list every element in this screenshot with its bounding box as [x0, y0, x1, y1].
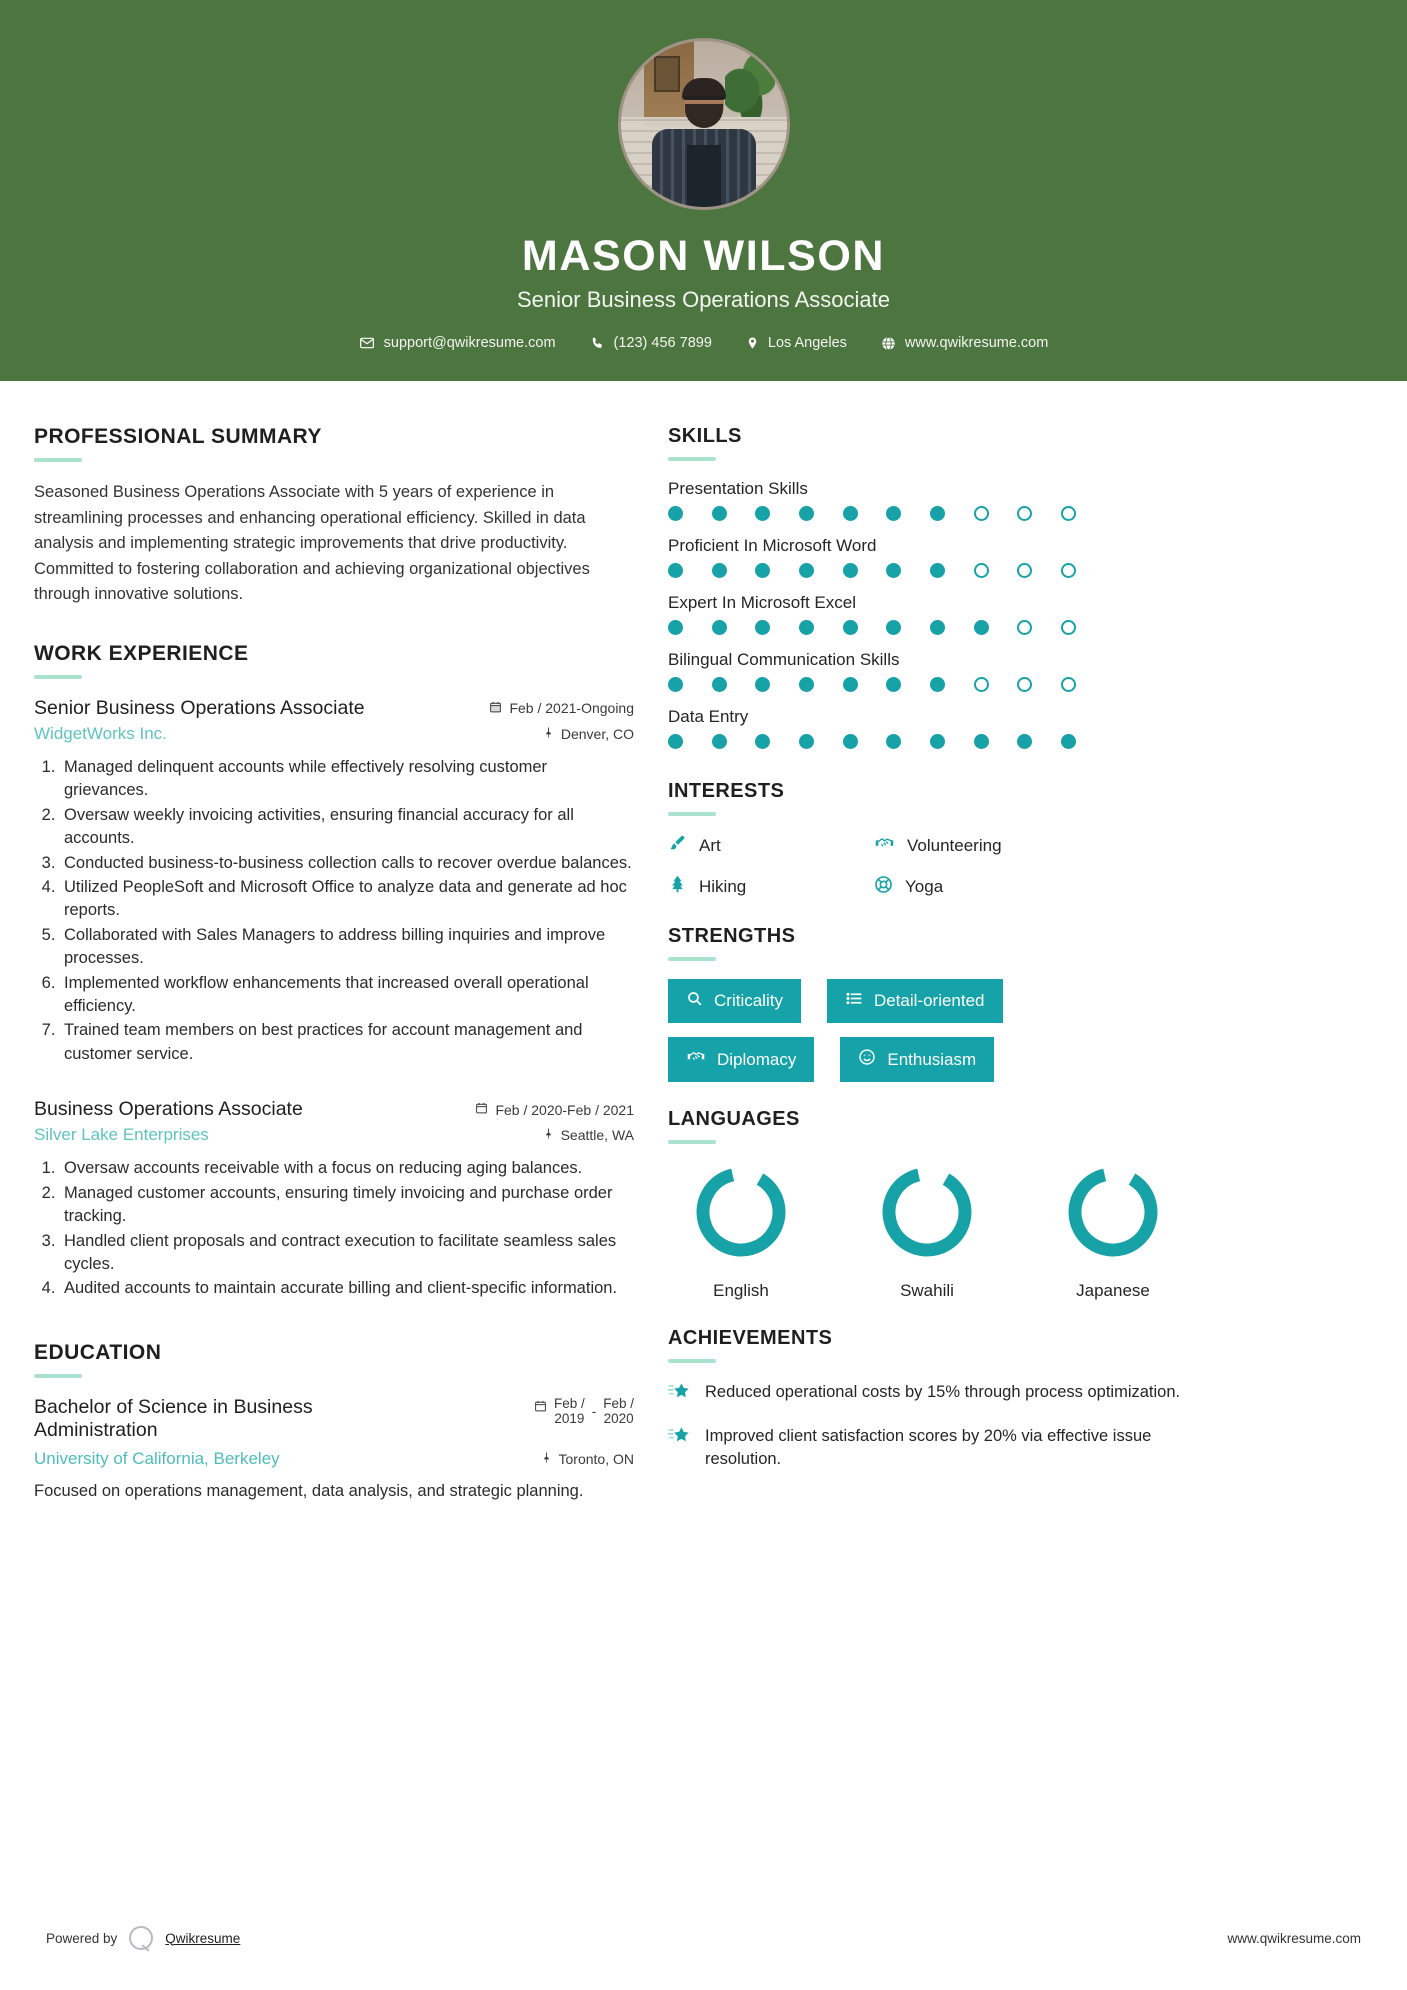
job-title: Senior Business Operations Associate — [34, 696, 365, 719]
skill-dot-filled — [886, 677, 901, 692]
language-progress-ring — [1063, 1162, 1163, 1262]
strengths-list — [668, 979, 1373, 1082]
skill-dot-filled — [1061, 734, 1076, 749]
skill-dot-filled — [974, 734, 989, 749]
contact-phone-text: (123) 456 7899 — [613, 335, 712, 351]
skill-dot-empty — [974, 563, 989, 578]
pin-icon — [541, 1451, 552, 1467]
skill-name: Data Entry — [668, 707, 749, 726]
candidate-job-title: Senior Business Operations Associate — [517, 287, 890, 312]
skill-dot-filled — [886, 734, 901, 749]
education-date-separator: - — [591, 1403, 597, 1419]
qwikresume-brand-link[interactable]: Qwikresume — [165, 1930, 241, 1946]
qwikresume-logo-icon — [129, 1926, 153, 1950]
job-bullets — [34, 756, 634, 1066]
summary-text: Seasoned Business Operations Associate with 5 years of experience in streamlining processes and enhancing operational efficiency. Skilled in data analysis and implementing strategic improvements that drive productivity. Committed to fostering collaboration and achieving organizational objectives through innovative solutions. — [34, 483, 590, 604]
strength-label: Enthusiasm — [887, 1049, 977, 1069]
skill-dot-filled — [1017, 734, 1032, 749]
candidate-name: MASON WILSON — [521, 232, 886, 280]
skill-dot-filled — [755, 677, 770, 692]
language-progress-ring — [691, 1162, 791, 1262]
skill-dot-filled — [843, 620, 858, 635]
section-heading-skills: SKILLS — [668, 425, 742, 447]
job-bullets — [34, 1157, 634, 1301]
education-end-year: 2020 — [603, 1411, 634, 1427]
skill-dot-filled — [755, 563, 770, 578]
job-company: WidgetWorks Inc. — [34, 723, 167, 743]
skill-dot-empty — [974, 506, 989, 521]
interests-grid — [668, 834, 1373, 899]
section-rule — [34, 1374, 82, 1378]
contact-location-text: Los Angeles — [767, 335, 847, 351]
language-label: Japanese — [1076, 1281, 1150, 1300]
skill-dot-filled — [799, 677, 814, 692]
education-date-end — [603, 1396, 634, 1427]
star-badge-icon — [668, 1425, 691, 1453]
skill-dot-filled — [668, 563, 683, 578]
skill-dot-empty — [1061, 620, 1076, 635]
skill-rating — [668, 506, 1076, 521]
contact-email[interactable] — [342, 335, 573, 351]
skill-dot-filled — [799, 620, 814, 635]
skills-list — [668, 479, 1373, 749]
pin-icon — [543, 1127, 554, 1143]
education-degree: Bachelor of Science in Business Administration — [34, 1395, 313, 1442]
skill-dot-filled — [668, 677, 683, 692]
skill-dot-filled — [755, 734, 770, 749]
skill-dot-filled — [843, 506, 858, 521]
skill-name: Proficient In Microsoft Word — [668, 536, 877, 555]
skill-dot-filled — [755, 620, 770, 635]
job-company: Silver Lake Enterprises — [34, 1125, 209, 1145]
skill-dot-filled — [712, 677, 727, 692]
language-item — [674, 1162, 808, 1301]
skill-dot-filled — [712, 563, 727, 578]
interest-label: Yoga — [905, 876, 944, 896]
section-heading-languages: LANGUAGES — [668, 1108, 800, 1130]
skill-rating — [668, 620, 1076, 635]
skill-dot-filled — [930, 734, 945, 749]
education-start-month: Feb / — [553, 1395, 585, 1411]
job-bullet: 4. Audited accounts to maintain accurate billing and client-specific information. — [60, 1277, 634, 1300]
language-progress-ring — [877, 1162, 977, 1262]
section-heading-strengths: STRENGTHS — [668, 925, 796, 947]
interest-item-art — [668, 834, 874, 858]
skill-dot-filled — [886, 620, 901, 635]
job-bullet: 4. Utilized PeopleSoft and Microsoft Office to analyze data and generate ad hoc reports. — [60, 876, 634, 923]
language-label: English — [713, 1281, 769, 1300]
education-school: University of California, Berkeley — [34, 1448, 280, 1468]
achievement-text: Reduced operational costs by 15% through process optimization. — [705, 1383, 1181, 1401]
section-rule — [668, 1140, 716, 1144]
education-date-start — [554, 1396, 585, 1427]
language-label: Swahili — [900, 1281, 954, 1300]
skill-rating — [668, 563, 1076, 578]
footer-website: www.qwikresume.com — [1227, 1930, 1361, 1946]
resume-header — [0, 0, 1407, 381]
work-item — [34, 1098, 634, 1301]
skill-dot-filled — [755, 506, 770, 521]
interest-label: Volunteering — [907, 836, 1002, 855]
section-rule — [668, 1359, 716, 1363]
interest-label: Hiking — [699, 876, 747, 896]
tree-icon — [668, 874, 687, 899]
skill-dot-empty — [1017, 677, 1032, 692]
education-item — [34, 1396, 634, 1443]
skill-name: Bilingual Communication Skills — [668, 650, 900, 669]
phone-icon — [590, 336, 605, 351]
interest-item-hiking — [668, 874, 874, 899]
calendar-icon — [534, 1399, 547, 1417]
job-dates — [475, 1101, 634, 1118]
skill-name: Expert In Microsoft Excel — [668, 593, 857, 612]
skill-dot-filled — [799, 734, 814, 749]
section-rule — [34, 458, 82, 462]
star-badge-icon — [668, 1381, 691, 1409]
skill-dot-filled — [712, 620, 727, 635]
job-bullet: 3. Conducted business-to-business collection calls to recover overdue balances. — [60, 852, 634, 875]
contact-website-text: www.qwikresume.com — [904, 335, 1049, 351]
left-column — [34, 425, 634, 1503]
strength-chip-enthusiasm[interactable] — [840, 1037, 994, 1082]
globe-icon — [881, 336, 896, 351]
interest-item-yoga — [874, 874, 1373, 899]
skill-dot-filled — [930, 563, 945, 578]
section-heading-interests: INTERESTS — [668, 780, 785, 802]
contact-website[interactable] — [864, 335, 1065, 351]
strength-chip-detail-oriented[interactable] — [827, 979, 1003, 1023]
pin-icon — [543, 726, 554, 742]
job-title: Business Operations Associate — [34, 1098, 303, 1121]
job-bullet: 1. Managed delinquent accounts while effectively resolving customer grievances. — [60, 756, 634, 803]
achievement-item — [668, 1425, 1373, 1471]
job-bullet: 6. Implemented workflow enhancements that increased overall operational efficiency. — [60, 972, 634, 1019]
job-bullet: 1. Oversaw accounts receivable with a focus on reducing aging balances. — [60, 1157, 634, 1180]
skill-dot-filled — [799, 506, 814, 521]
smiley-icon — [858, 1048, 876, 1071]
skill-dot-filled — [799, 563, 814, 578]
mail-icon — [359, 335, 375, 351]
section-heading-summary: PROFESSIONAL SUMMARY — [34, 425, 322, 448]
education-location-text: Toronto, ON — [558, 1450, 634, 1467]
handshake-icon — [874, 834, 895, 858]
skill-dot-filled — [843, 734, 858, 749]
skill-dot-empty — [1017, 506, 1032, 521]
job-bullet: 3. Handled client proposals and contract execution to facilitate seamless sales cycles. — [60, 1230, 634, 1277]
location-pin-icon — [746, 335, 759, 351]
skill-dot-filled — [930, 620, 945, 635]
skill-dot-filled — [668, 620, 683, 635]
job-bullet: 5. Collaborated with Sales Managers to address billing inquiries and improve processes. — [60, 924, 634, 971]
education-end-month: Feb / — [603, 1395, 634, 1411]
strength-label: Criticality — [714, 991, 783, 1010]
interest-label: Art — [699, 836, 721, 855]
education-location — [541, 1451, 634, 1467]
section-rule — [668, 812, 716, 816]
job-dates — [489, 700, 634, 717]
skill-dot-filled — [712, 734, 727, 749]
strength-chip-diplomacy[interactable] — [668, 1037, 814, 1082]
powered-by-label: Powered by — [46, 1930, 118, 1946]
calendar-icon — [475, 1101, 488, 1118]
skill-dot-filled — [712, 506, 727, 521]
skill-dot-filled — [886, 506, 901, 521]
achievement-item — [668, 1381, 1373, 1409]
avatar — [618, 38, 790, 210]
job-location-text: Seattle, WA — [560, 1127, 634, 1144]
skill-dot-empty — [1061, 563, 1076, 578]
education-start-year: 2019 — [554, 1411, 585, 1427]
skill-dot-empty — [1017, 620, 1032, 635]
contact-row — [0, 335, 1407, 351]
section-heading-achievements: ACHIEVEMENTS — [668, 1327, 833, 1349]
skill-dot-filled — [930, 506, 945, 521]
language-item — [860, 1162, 994, 1301]
strength-label: Detail-oriented — [873, 991, 985, 1010]
strength-label: Diplomacy — [717, 1049, 797, 1069]
skill-dot-filled — [974, 620, 989, 635]
languages-list — [668, 1162, 1373, 1301]
skill-dot-filled — [843, 563, 858, 578]
education-description: Focused on operations management, data analysis, and strategic planning. — [34, 1481, 584, 1500]
work-item — [34, 697, 634, 1066]
job-dates-text: Feb / 2020-Feb / 2021 — [495, 1101, 634, 1118]
resume-body — [0, 381, 1407, 1503]
list-icon — [845, 990, 863, 1012]
calendar-icon — [489, 700, 502, 717]
interest-item-volunteering — [874, 834, 1373, 858]
skill-dot-empty — [1061, 677, 1076, 692]
skill-dot-empty — [1017, 563, 1032, 578]
skill-dot-filled — [886, 563, 901, 578]
skill-dot-filled — [843, 677, 858, 692]
skill-rating — [668, 677, 1076, 692]
skill-dot-empty — [1061, 506, 1076, 521]
job-location — [543, 726, 634, 742]
strength-chip-criticality[interactable] — [668, 979, 801, 1023]
right-column — [668, 425, 1373, 1487]
skill-dot-filled — [668, 734, 683, 749]
job-bullet: 2. Oversaw weekly invoicing activities, ensuring financial accuracy for all accounts. — [60, 804, 634, 851]
contact-phone[interactable] — [573, 335, 729, 351]
section-rule — [668, 457, 716, 461]
handshake-icon — [686, 1048, 706, 1071]
section-heading-work: WORK EXPERIENCE — [34, 641, 249, 665]
job-location — [543, 1127, 634, 1143]
achievement-text: Improved client satisfaction scores by 20% via effective issue resolution. — [705, 1427, 1152, 1468]
education-dates — [534, 1396, 634, 1427]
lifebuoy-icon — [874, 875, 893, 899]
job-bullet: 2. Managed customer accounts, ensuring timely invoicing and purchase order tracking. — [60, 1182, 634, 1229]
job-bullet: 7. Trained team members on best practices for account management and customer service. — [60, 1019, 634, 1066]
page-footer — [0, 1926, 1407, 1950]
language-item — [1046, 1162, 1180, 1301]
job-location-text: Denver, CO — [560, 725, 634, 742]
skill-name: Presentation Skills — [668, 479, 808, 498]
skill-rating — [668, 734, 1076, 749]
paintbrush-icon — [668, 834, 687, 858]
section-heading-education: EDUCATION — [34, 1340, 162, 1364]
contact-location — [729, 335, 864, 351]
section-rule — [668, 957, 716, 961]
job-dates-text: Feb / 2021-Ongoing — [509, 700, 634, 717]
skill-dot-filled — [668, 506, 683, 521]
magnifier-icon — [686, 990, 703, 1012]
contact-email-text: support@qwikresume.com — [383, 335, 556, 351]
section-rule — [34, 675, 82, 679]
skill-dot-empty — [974, 677, 989, 692]
skill-dot-filled — [930, 677, 945, 692]
